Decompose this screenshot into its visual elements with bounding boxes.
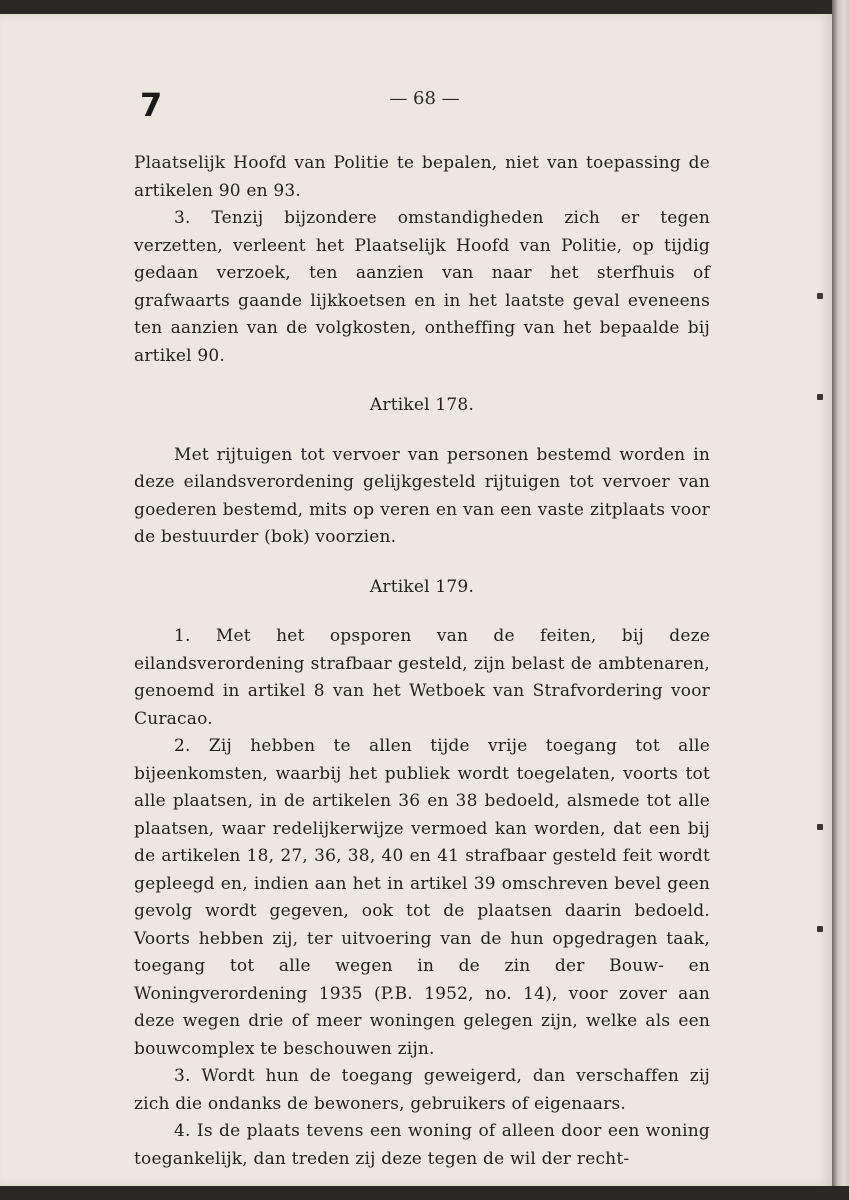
article-heading-178: Artikel 178.	[369, 395, 475, 415]
article-179-item-2: 2. Zij hebben te allen tijde vrije toegang tot alle bijeenkomsten, waarbij het publiek wordt toegelaten, voorts tot alle plaatsen, in de artikelen 36 en 38 bedoeld, alsmede tot alle plaatsen, waar redelijkerwijze vermoed kan worden, dat een bij de artikelen 18, 27, 36, 38, 40 en 41 strafbaar gesteld feit wordt gepleegd en, indien aan het in artikel 39 omschreven bevel geen gevolg wordt gegeven, ook tot de plaatsen daarin bedoeld. Voorts hebben zij, ter uitvoering van de hun opgedragen taak, toegang tot alle wegen in de zin der Bouw- en Woningverordening 1935 (P.B. 1952, no. 14), voor zover aan deze wegen drie of meer woningen gelegen zijn, welke als een bouwcomplex te beschouwen zijn.	[134, 736, 710, 1059]
paragraph-continued: Plaatselijk Hoofd van Politie te bepalen, niet van toepassing de artikelen 90 en 93.	[134, 153, 710, 201]
spacer	[134, 370, 710, 392]
scan-border	[0, 1186, 849, 1200]
page-edge-shadow	[832, 0, 849, 1200]
article-179-item-1: 1. Met het opsporen van de feiten, bij deze eilandsverordening strafbaar gesteld, zijn belast de ambtenaren, genoemd in artikel 8 van het Wetboek van Strafvordering voor Curacao.	[134, 626, 710, 729]
spacer	[134, 420, 710, 442]
margin-mark	[817, 293, 823, 299]
section-tab-number: 7	[140, 86, 163, 124]
article-heading-179: Artikel 179.	[369, 576, 475, 597]
spacer	[134, 552, 710, 574]
article-178-text: Met rijtuigen tot vervoer van personen bestemd worden in deze eilandsverordening gelijkgesteld rijtuigen tot vervoer van goederen bestemd, mits op veren en van een vaste zitplaats voor de bestuurder (bok) voorzien.	[134, 444, 710, 547]
margin-mark	[817, 394, 823, 400]
margin-mark	[817, 926, 823, 932]
paragraph-3: 3. Tenzij bijzondere omstandigheden zich er tegen verzetten, verleent het Plaatselijk Hoofd van Politie, op tijdig gedaan verzoek, ten aanzien van naar het sterfhuis of grafwaarts gaande lijkkoetsen en in het laatste geval eveneens ten aanzien van de volgkosten, ontheffing van het bepaalde bij artikel 90.	[134, 208, 710, 366]
article-179-item-4: 4. Is de plaats tevens een woning of alleen door een woning toegankelijk, dan treden zij deze tegen de wil der recht-	[134, 1121, 710, 1169]
page-number: — 68 —	[389, 88, 460, 109]
body-text	[134, 150, 710, 1173]
margin-mark	[817, 824, 823, 830]
article-179-item-3: 3. Wordt hun de toegang geweigerd, dan verschaffen zij zich die ondanks de bewoners, gebruikers of eigenaars.	[134, 1066, 710, 1114]
spacer	[134, 601, 710, 623]
